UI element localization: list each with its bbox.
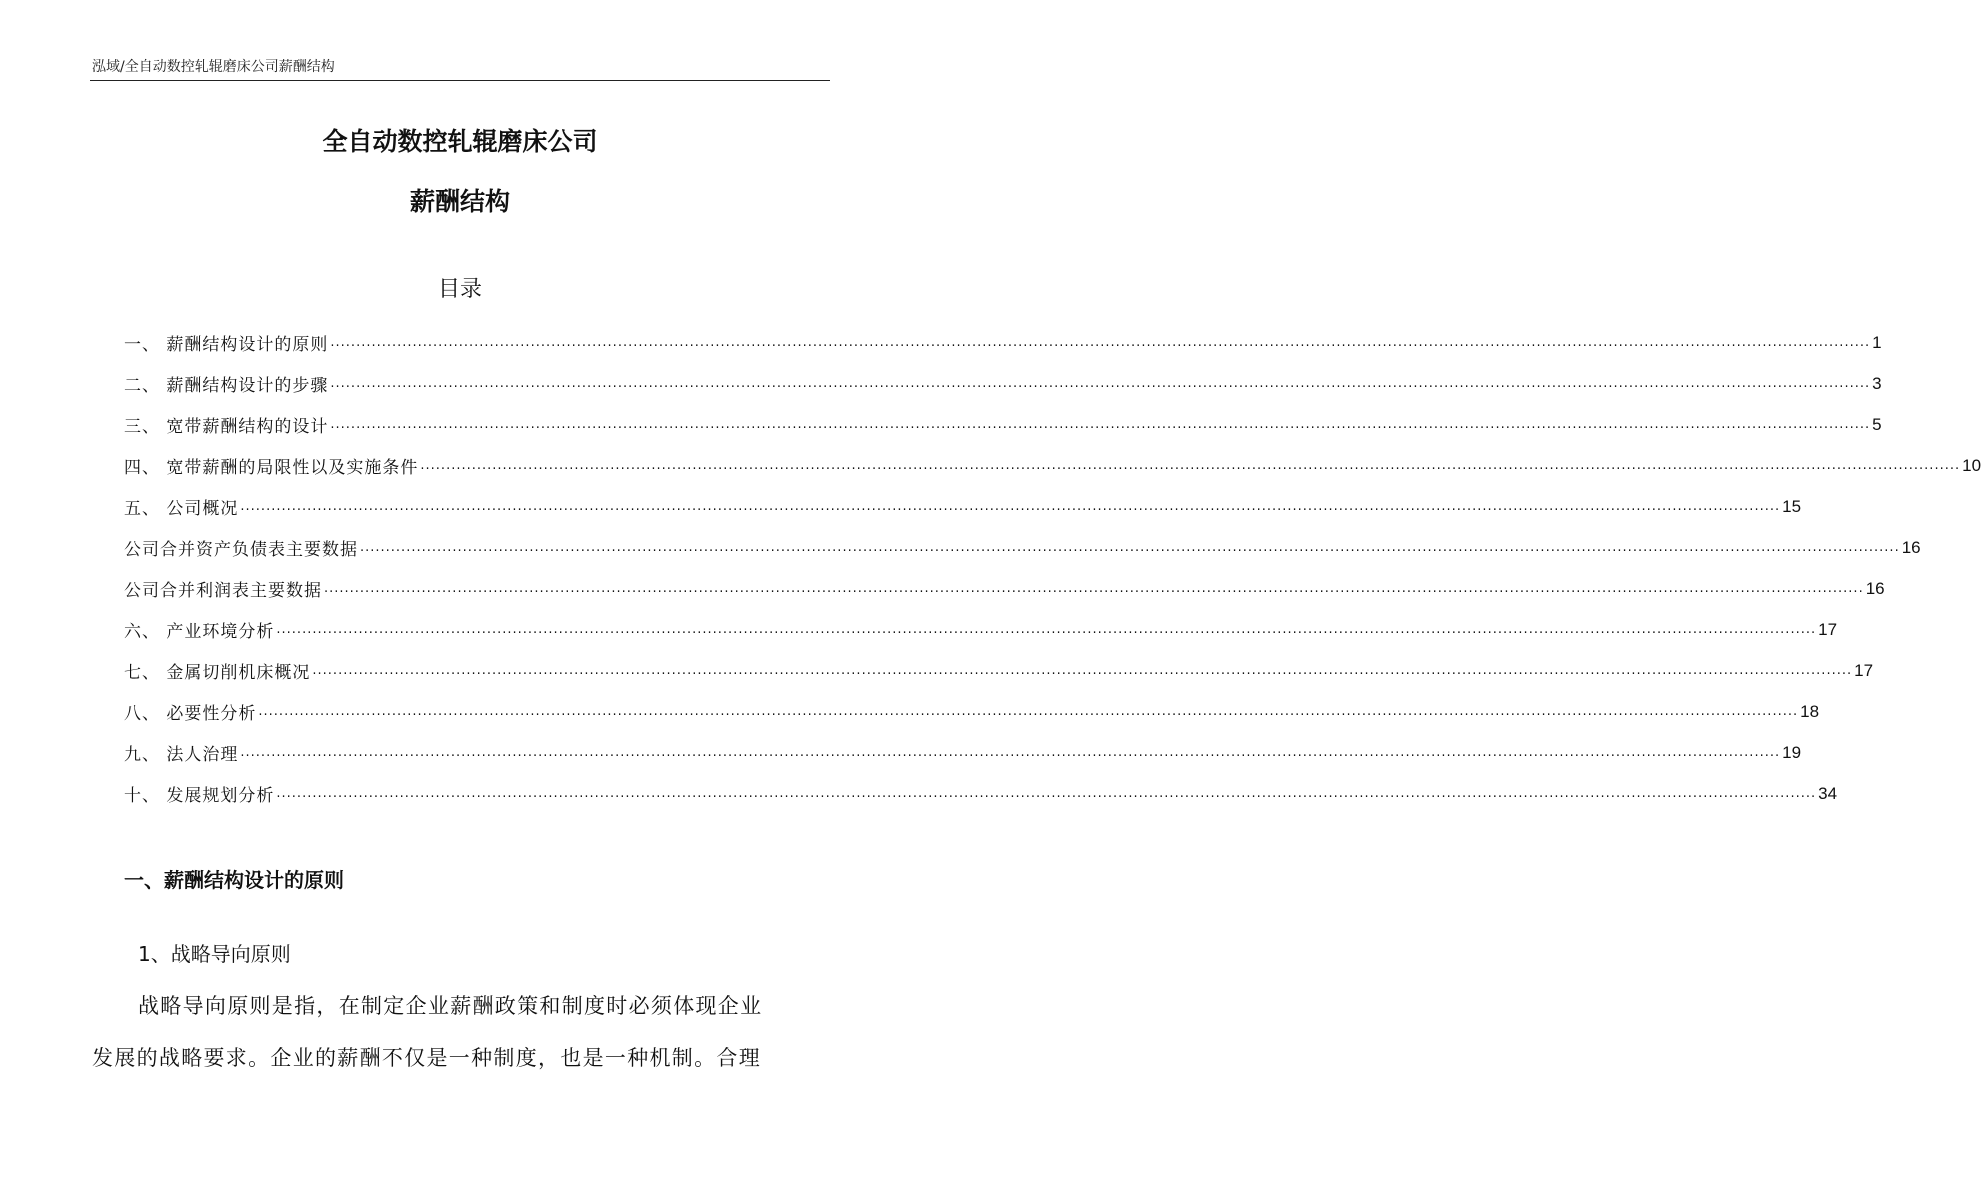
document-subtitle: 薪酬结构 <box>409 187 510 216</box>
toc-entry[interactable] <box>124 773 1838 814</box>
toc-entry-page: 18 <box>1800 701 1820 721</box>
toc-dot-leader: ............................................................................................................................................................................................................................................................................................................ <box>330 335 1871 350</box>
toc-entry-label: 公司合并利润表主要数据 <box>124 581 322 601</box>
toc-entry[interactable] <box>124 609 1838 650</box>
paragraph-line: 发展的战略要求。企业的薪酬不仅是一种制度，也是一种机制。合理 <box>92 1046 761 1070</box>
toc-entry[interactable] <box>124 486 1802 527</box>
toc-entry-page: 1 <box>1872 332 1882 352</box>
toc-entry-page: 16 <box>1865 578 1885 598</box>
document-title: 全自动数控轧辊磨床公司 <box>322 127 598 156</box>
toc-dot-leader: ............................................................................................................................................................................................................................................................................................................ <box>276 786 1817 801</box>
toc-entry-label: 五、 公司概况 <box>124 499 239 519</box>
toc-entry-page: 17 <box>1854 660 1874 680</box>
toc-entry-page: 34 <box>1818 783 1838 803</box>
toc-dot-leader: ............................................................................................................................................................................................................................................................................................................ <box>330 376 1871 391</box>
toc-entry[interactable] <box>124 322 1882 363</box>
toc-entry[interactable] <box>124 363 1882 404</box>
paragraph-line: 战略导向原则是指，在制定企业薪酬政策和制度时必须体现企业 <box>138 994 763 1018</box>
toc-dot-leader: ............................................................................................................................................................................................................................................................................................................ <box>240 499 1781 514</box>
table-of-contents <box>124 322 1981 814</box>
toc-entry-label: 九、 法人治理 <box>124 745 239 765</box>
toc-entry-page: 10 <box>1962 455 1981 475</box>
toc-entry-page: 5 <box>1872 414 1882 434</box>
toc-entry-page: 19 <box>1782 742 1802 762</box>
toc-entry-label: 六、 产业环境分析 <box>124 622 275 642</box>
running-header: 泓域/全自动数控轧辊磨床公司薪酬结构 <box>92 59 335 75</box>
header-divider <box>90 80 830 81</box>
toc-dot-leader: ............................................................................................................................................................................................................................................................................................................ <box>360 540 1900 555</box>
toc-entry-page: 17 <box>1818 619 1838 639</box>
toc-dot-leader: ............................................................................................................................................................................................................................................................................................................ <box>258 704 1799 719</box>
toc-dot-leader: ............................................................................................................................................................................................................................................................................................................ <box>330 417 1871 432</box>
toc-dot-leader: ............................................................................................................................................................................................................................................................................................................ <box>276 622 1817 637</box>
toc-entry-label: 四、 宽带薪酬的局限性以及实施条件 <box>124 458 419 478</box>
toc-entry-label: 七、 金属切削机床概况 <box>124 663 311 683</box>
toc-entry-label: 八、 必要性分析 <box>124 704 257 724</box>
toc-entry-label: 二、 薪酬结构设计的步骤 <box>124 376 329 396</box>
toc-dot-leader: ............................................................................................................................................................................................................................................................................................................ <box>240 745 1781 760</box>
toc-entry[interactable] <box>124 568 1885 609</box>
toc-dot-leader: ............................................................................................................................................................................................................................................................................................................ <box>420 458 1961 473</box>
toc-entry-label: 一、 薪酬结构设计的原则 <box>124 335 329 355</box>
toc-entry[interactable] <box>124 732 1802 773</box>
toc-entry-page: 16 <box>1901 537 1921 557</box>
toc-entry[interactable] <box>124 527 1921 568</box>
toc-entry-page: 15 <box>1782 496 1802 516</box>
toc-entry[interactable] <box>124 404 1882 445</box>
toc-heading: 目录 <box>437 277 482 302</box>
toc-entry-label: 十、 发展规划分析 <box>124 786 275 806</box>
sub-heading: 1、战略导向原则 <box>138 942 291 966</box>
toc-entry-page: 3 <box>1872 373 1882 393</box>
section-heading: 一、薪酬结构设计的原则 <box>124 868 344 892</box>
toc-dot-leader: ............................................................................................................................................................................................................................................................................................................ <box>324 581 1864 596</box>
toc-entry[interactable] <box>124 445 1981 486</box>
toc-entry[interactable] <box>124 691 1820 732</box>
toc-entry-label: 三、 宽带薪酬结构的设计 <box>124 417 329 437</box>
toc-entry-label: 公司合并资产负债表主要数据 <box>124 540 358 560</box>
toc-entry[interactable] <box>124 650 1874 691</box>
toc-dot-leader: ............................................................................................................................................................................................................................................................................................................ <box>312 663 1853 678</box>
